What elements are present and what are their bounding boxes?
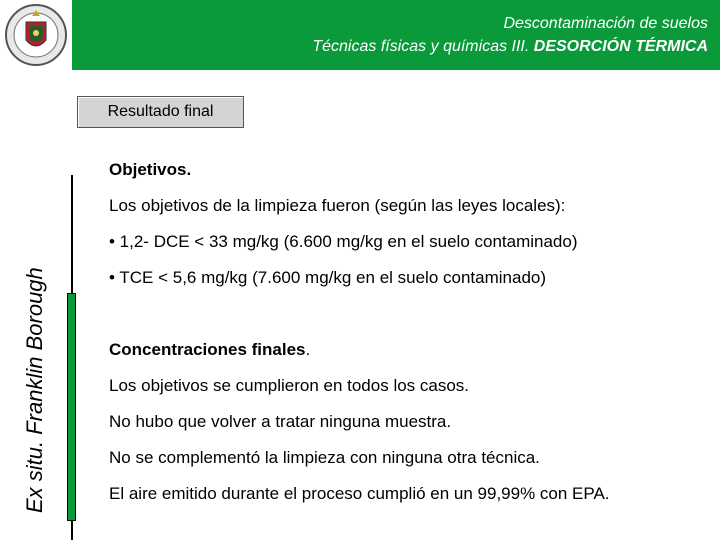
objectives-heading: Objetivos. bbox=[109, 160, 192, 179]
header-line-2 bbox=[312, 35, 708, 58]
final-line-3: No se complementó la limpieza con ninguna otra técnica. bbox=[109, 448, 540, 467]
final-line-4: El aire emitido durante el proceso cumplió en un 99,99% con EPA. bbox=[109, 484, 610, 503]
final-heading: Concentraciones finales bbox=[109, 340, 306, 359]
objective-bullet-1: • 1,2- DCE < 33 mg/kg (6.600 mg/kg en el suelo contaminado) bbox=[109, 232, 578, 251]
final-heading-wrap bbox=[109, 340, 310, 360]
final-line-2: No hubo que volver a tratar ninguna muestra. bbox=[109, 412, 452, 431]
objectives-intro: Los objetivos de la limpieza fueron (según las leyes locales): bbox=[109, 196, 566, 215]
header-line-2-bold: DESORCIÓN TÉRMICA bbox=[533, 38, 708, 55]
header-line-2-prefix: Técnicas físicas y químicas III. bbox=[312, 38, 530, 55]
final-heading-suffix: . bbox=[305, 340, 311, 359]
objective-bullet-2: • TCE < 5,6 mg/kg (7.600 mg/kg en el suelo contaminado) bbox=[109, 268, 547, 287]
final-line-1: Los objetivos se cumplieron en todos los casos. bbox=[109, 376, 470, 395]
university-crest-icon bbox=[4, 2, 68, 68]
green-accent-bar bbox=[67, 293, 76, 521]
header-title bbox=[312, 12, 708, 58]
result-final-button[interactable]: Resultado final bbox=[77, 96, 244, 128]
side-label: Ex situ. Franklin Borough bbox=[22, 267, 47, 513]
logo bbox=[0, 0, 72, 72]
header-line-1: Descontaminación de suelos bbox=[503, 15, 708, 32]
